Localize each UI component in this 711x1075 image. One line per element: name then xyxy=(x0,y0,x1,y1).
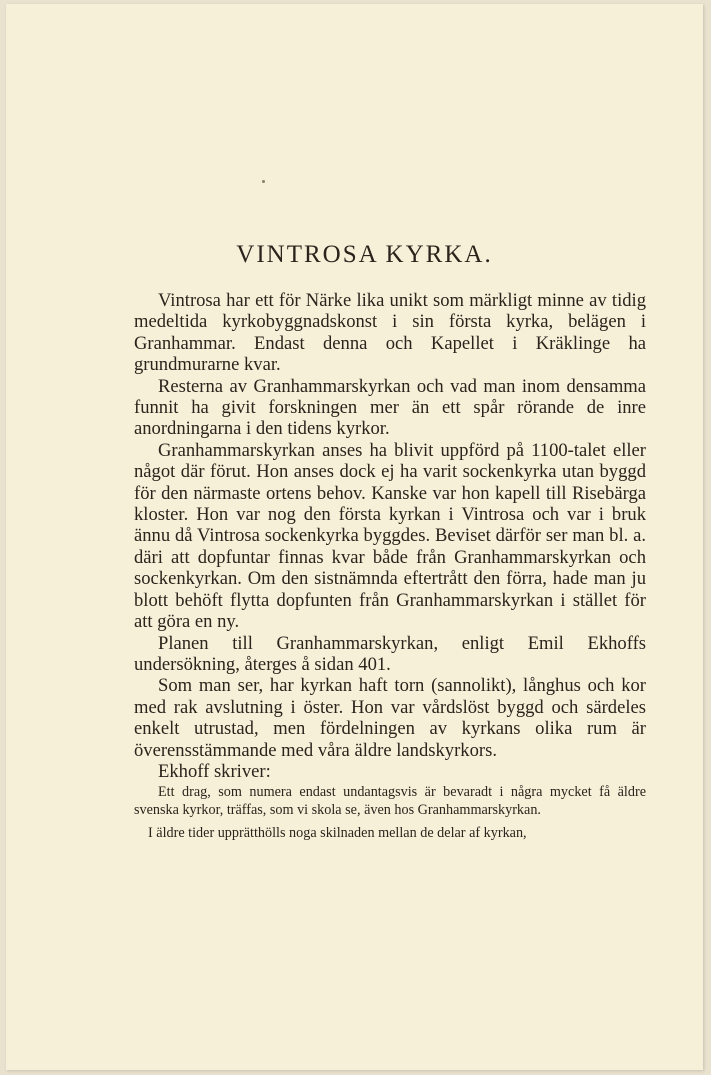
paragraph: Som man ser, har kyrkan haft torn (sannolikt), långhus och kor med rak avslutning i öster. Hon var vårdslöst byggd och särdeles enkelt utrustad, men fördelningen av kyrkans olika rum är överensstämmande med våra äldre landskyrkors. xyxy=(134,675,646,761)
quote-paragraph: Ett drag, som numera endast undantagsvis är bevaradt i några mycket få äldre svenska kyrkor, träffas, som vi skola se, även hos Granhammarskyrkan. xyxy=(134,784,646,818)
ink-speck xyxy=(262,180,265,183)
quote-paragraph: I äldre tider upprätthölls noga skilnaden mellan de delar af kyrkan, xyxy=(148,824,527,841)
page-title: VINTROSA KYRKA. xyxy=(236,241,493,268)
paragraph: Granhammarskyrkan anses ha blivit uppförd på 1100-talet eller något där förut. Hon anses dock ej ha varit sockenkyrka utan byggd för den närmaste ortens behov. Kanske var hon kapell till Risebärga kloster. Hon var nog den första kyrkan i Vintrosa och var i bruk ännu då Vintrosa sockenkyrka byggdes. Beviset därför ser man bl. a. däri att dopfuntar finnas kvar både från Granhammarskyrkan och sockenkyrkan. Om den sistnämnda eftertrått den förra, hade man ju blott behöft flytta dopfunten från Granhammarskyrkan i stället för att göra en ny. xyxy=(134,439,646,633)
body-text xyxy=(134,290,646,842)
paragraph: Planen till Granhammarskyrkan, enligt Emil Ekhoffs undersökning, återges å sidan 401. xyxy=(134,632,646,675)
page xyxy=(6,4,703,1070)
paragraph: Resterna av Granhammarskyrkan och vad man inom densamma funnit ha givit forskningen mer än ett spår rörande de inre anordningarna i den tidens kyrkor. xyxy=(134,375,646,440)
paragraph: Ekhoff skriver: xyxy=(158,760,271,782)
quotation xyxy=(134,784,646,842)
paragraph: Vintrosa har ett för Närke lika unikt som märkligt minne av tidig medeltida kyrkobyggnadskonst i sin första kyrka, belägen i Granhammar. Endast denna och Kapellet i Kräklinge ha grundmurarne kvar. xyxy=(134,290,646,376)
